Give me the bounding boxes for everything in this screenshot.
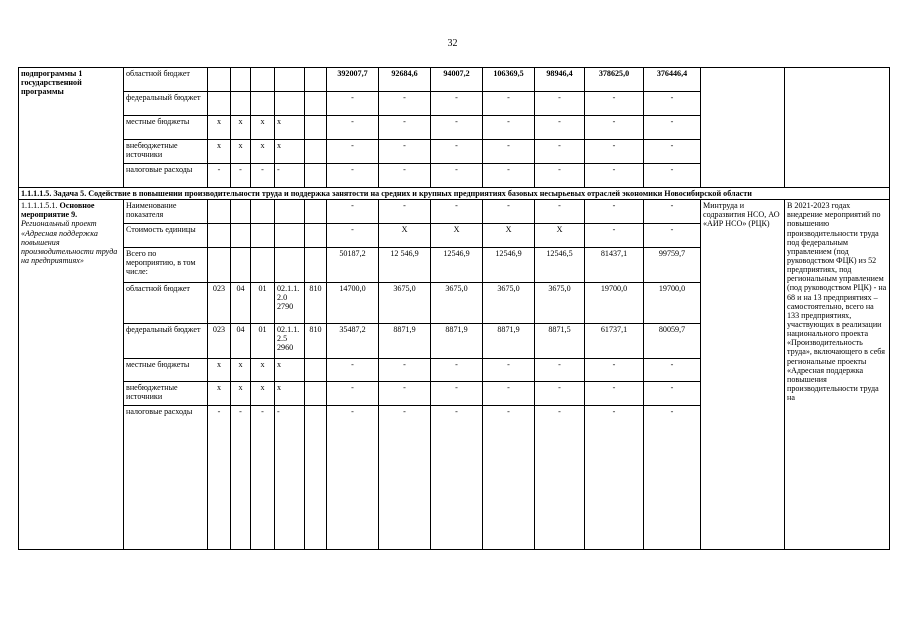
amount-cell: 61737,1 [585,324,644,359]
amount-cell: - [535,116,585,140]
budget-code-cell: 023 [208,324,231,359]
amount-cell: - [483,116,535,140]
amount-cell: - [644,382,701,406]
budget-code-cell: - [208,164,231,188]
amount-cell: 99759,7 [644,248,701,283]
amount-cell: - [644,164,701,188]
amount-cell: 12546,9 [483,248,535,283]
amount-cell: 14700,0 [327,283,379,324]
budget-code-cell: 04 [231,324,251,359]
budget-code-cell: 02.1.1.2.5 2960 [275,324,305,359]
expected-result-cell: В 2021-2023 годах внедрение мероприятий по повышению производительности труда под федеральным управлением (под руководством ФЦК) из 52 предприятиях, под региональным управлением (под руководством РЦК) - на 68 и на 13 предприятиях – самостоятельно, всего на 133 предприятиях, участвующих в реализации национального проекта «Производительность труда», включающего в себя региональные проекты «Адресная поддержка повышения производительности труда на [785,200,890,550]
budget-code-cell [305,359,327,382]
budget-code-cell [275,224,305,248]
amount-cell: - [535,92,585,116]
amount-cell: - [327,359,379,382]
budget-code-cell [251,248,275,283]
measure-section [19,200,890,550]
amount-cell: - [585,140,644,164]
amount-cell: - [585,382,644,406]
budget-code-cell [231,68,251,92]
amount-cell: - [644,116,701,140]
amount-cell: - [431,200,483,224]
budget-code-cell: - [251,406,275,550]
amount-cell: - [535,406,585,550]
budget-code-cell: x [251,116,275,140]
budget-code-cell [275,68,305,92]
funding-source-label: Стоимость единицы [124,224,208,248]
table-row [19,68,890,92]
budget-code-cell [231,200,251,224]
budget-code-cell: 023 [208,283,231,324]
amount-cell: - [535,164,585,188]
amount-cell: X [483,224,535,248]
amount-cell: - [585,200,644,224]
amount-cell: - [431,116,483,140]
funding-source-label: налоговые расходы [124,406,208,550]
amount-cell: - [327,200,379,224]
amount-cell: 12546,9 [431,248,483,283]
amount-cell: - [379,140,431,164]
amount-cell: - [644,140,701,164]
amount-cell: 19700,0 [644,283,701,324]
amount-cell: 92684,6 [379,68,431,92]
amount-cell: - [483,382,535,406]
amount-cell: - [379,116,431,140]
budget-code-cell: x [251,359,275,382]
budget-code-cell: 01 [251,324,275,359]
amount-cell: 378625,0 [585,68,644,92]
budget-code-cell [251,200,275,224]
executor-cell: Минтруда и содразвития НСО, АО «АИР НСО» (РЦК) [701,200,785,550]
budget-code-cell: x [208,382,231,406]
amount-cell: - [379,164,431,188]
budget-code-cell [251,68,275,92]
amount-cell: - [327,406,379,550]
budget-code-cell [305,382,327,406]
amount-cell: - [327,92,379,116]
amount-cell: - [483,359,535,382]
budget-code-cell [208,68,231,92]
budget-code-cell: x [208,140,231,164]
amount-cell: 3675,0 [483,283,535,324]
budget-code-cell [208,248,231,283]
amount-cell: X [535,224,585,248]
amount-cell: 12 546,9 [379,248,431,283]
budget-code-cell [251,224,275,248]
funding-source-label: федеральный бюджет [124,324,208,359]
table-row [19,200,890,224]
amount-cell: - [431,92,483,116]
amount-cell: - [379,200,431,224]
funding-source-label: федеральный бюджет [124,92,208,116]
budget-code-cell: x [275,140,305,164]
budget-code-cell [305,140,327,164]
budget-code-cell: - [231,164,251,188]
budget-code-cell: 04 [231,283,251,324]
amount-cell: - [585,224,644,248]
amount-cell: 12546,5 [535,248,585,283]
amount-cell: 8871,9 [379,324,431,359]
amount-cell: - [644,200,701,224]
amount-cell: - [585,92,644,116]
amount-cell: - [379,92,431,116]
amount-cell: 392007,7 [327,68,379,92]
amount-cell: X [431,224,483,248]
program-table [18,67,890,550]
budget-code-cell [275,248,305,283]
budget-code-cell: - [208,406,231,550]
amount-cell: - [327,224,379,248]
budget-code-cell [305,200,327,224]
amount-cell: - [585,359,644,382]
budget-code-cell: x [208,116,231,140]
amount-cell: - [327,382,379,406]
budget-code-cell [231,92,251,116]
amount-cell: - [379,382,431,406]
budget-code-cell: - [231,406,251,550]
subprogram-section [19,68,890,188]
funding-source-label: Наименование показателя [124,200,208,224]
budget-code-cell: x [231,140,251,164]
event-name-cell [19,68,124,188]
amount-cell: 376446,4 [644,68,701,92]
task-heading-row [19,188,890,200]
subprogram-name: подпрограммы 1 государственной программы [21,69,83,97]
funding-source-label: областной бюджет [124,283,208,324]
amount-cell: - [644,406,701,550]
budget-code-cell [275,92,305,116]
amount-cell: - [535,359,585,382]
budget-code-cell [305,92,327,116]
budget-code-cell: - [275,164,305,188]
funding-source-label: Всего по мероприятию, в том числе: [124,248,208,283]
amount-cell: X [379,224,431,248]
budget-code-cell: x [231,359,251,382]
budget-code-cell: 810 [305,324,327,359]
amount-cell: - [431,164,483,188]
budget-code-cell: - [275,406,305,550]
amount-cell: - [483,200,535,224]
budget-code-cell: 810 [305,283,327,324]
budget-code-cell: x [231,382,251,406]
amount-cell: 80059,7 [644,324,701,359]
budget-code-cell [275,200,305,224]
amount-cell: - [431,140,483,164]
regional-project-name: Региональный проект «Адресная поддержка повышения производительности труда на предприятиях» [21,219,118,265]
amount-cell: - [483,164,535,188]
amount-cell: 8871,5 [535,324,585,359]
amount-cell: - [535,382,585,406]
amount-cell: 19700,0 [585,283,644,324]
budget-code-cell [231,248,251,283]
budget-code-cell [208,92,231,116]
amount-cell: - [431,359,483,382]
funding-source-label: местные бюджеты [124,116,208,140]
amount-cell: - [644,359,701,382]
page-number: 32 [447,38,458,49]
amount-cell: 3675,0 [379,283,431,324]
amount-cell: - [431,406,483,550]
event-name-cell [19,200,124,550]
amount-cell: - [535,140,585,164]
funding-source-label: внебюджетные источники [124,140,208,164]
budget-code-cell: - [251,164,275,188]
budget-code-cell: x [275,382,305,406]
amount-cell: - [483,140,535,164]
amount-cell: - [431,382,483,406]
amount-cell: - [585,164,644,188]
budget-code-cell [231,224,251,248]
amount-cell: 98946,4 [535,68,585,92]
budget-code-cell: x [251,140,275,164]
budget-code-cell: 02.1.1.2.0 2790 [275,283,305,324]
amount-cell: - [379,359,431,382]
task-heading: 1.1.1.1.5. Задача 5. Содействие в повышении производительности труда и поддержка занятости на средних и крупных предприятиях базовых несырьевых отраслей экономики Новосибирской области [19,188,890,200]
budget-code-cell [251,92,275,116]
amount-cell: - [379,406,431,550]
amount-cell: - [327,140,379,164]
budget-code-cell [305,164,327,188]
budget-code-cell [305,406,327,550]
amount-cell: - [483,92,535,116]
amount-cell: 35487,2 [327,324,379,359]
expected-result-cell [785,68,890,188]
funding-source-label: внебюджетные источники [124,382,208,406]
budget-code-cell [208,200,231,224]
executor-cell [701,68,785,188]
amount-cell: 8871,9 [483,324,535,359]
amount-cell: - [483,406,535,550]
amount-cell: 50187,2 [327,248,379,283]
amount-cell: - [327,116,379,140]
budget-code-cell [305,68,327,92]
amount-cell: - [585,406,644,550]
budget-code-cell [305,248,327,283]
budget-code-cell: x [231,116,251,140]
budget-code-cell: x [251,382,275,406]
measure-number: 1.1.1.1.5.1. [21,201,58,211]
amount-cell: - [327,164,379,188]
amount-cell: 3675,0 [431,283,483,324]
task-section [19,188,890,200]
measure-title: Основное мероприятие 9. [21,201,95,220]
amount-cell: 3675,0 [535,283,585,324]
amount-cell: - [644,224,701,248]
amount-cell: 106369,5 [483,68,535,92]
funding-source-label: налоговые расходы [124,164,208,188]
amount-cell: 94007,2 [431,68,483,92]
budget-code-cell [208,224,231,248]
budget-code-cell: x [208,359,231,382]
funding-source-label: областной бюджет [124,68,208,92]
amount-cell: - [644,92,701,116]
budget-code-cell: x [275,116,305,140]
budget-code-cell [305,224,327,248]
amount-cell: 81437,1 [585,248,644,283]
budget-code-cell: 01 [251,283,275,324]
amount-cell: - [535,200,585,224]
budget-code-cell [305,116,327,140]
amount-cell: - [585,116,644,140]
budget-code-cell: x [275,359,305,382]
funding-source-label: местные бюджеты [124,359,208,382]
amount-cell: 8871,9 [431,324,483,359]
